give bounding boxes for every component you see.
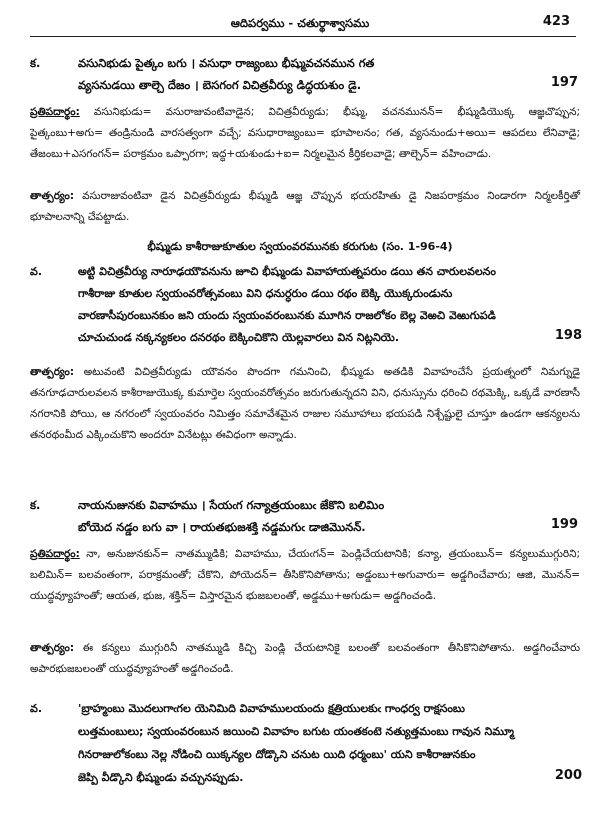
page-header (0, 14, 600, 32)
verse-line: నాయనుజునకు వివాహము । సేయఁగ గన్యాత్రయంబుఁ జేకొని బలిమిం (78, 498, 385, 512)
word-meaning-text: వసునిభుడు= వసురాజువంటివాడైన; విచిత్రవీర్యుడు; భీష్ము, వచనమునన్= భీష్ముడియొక్క ఆజ్ఞచొప్పున; పైత్కంబు+అగు= తండ్రినుండి వారసత్వంగా వచ్చే; వసుధారాజ్యంబు= భూపాలనం; గత, వ్యసనుండు+అయి= ఆపదలు లేనివాడై; తేజంబు+ఎసగంగన్= పరాక్రమం ఒప్పారగా; ఇద్ధ+యశుండు+ఐ= నిర్మలమైన కీర్తికలవాడై; తాల్చెన్= వహించాడు. (30, 106, 580, 160)
prose-line: గినరాజులోకంబు నెల్ల నోడించి యిక్కన్యల దోడ్కొని చనుట యిది ధర్మంబు' యని కాశీరాజునకుం (78, 748, 476, 761)
verse-meter: క. (30, 498, 41, 512)
meaning-label: తాత్పర్యం: (30, 366, 75, 378)
running-title: ఆదిపర్వము - చతుర్థాశ్వాసము (230, 16, 370, 30)
meaning-label: తాత్పర్యం: (30, 190, 75, 202)
prose-line: గాశీరాజు కూతుల స్వయంవరోత్సవంబు విని ధనుర్ధరుం డయి రథం బెక్కి యొక్కరుండును (78, 287, 453, 300)
meaning-label: తాత్పర్యం: (30, 642, 75, 654)
verse-number: 197 (550, 75, 578, 90)
prose-line: వారణాసీపురంబునకుం జని యందు స్వయంవరంబునకు మూగిన రాజలోకం బెల్ల వెఱచి వెఱుగుపడి (78, 309, 496, 322)
meaning-text: ఈ కన్యలు ముగ్గురినీ నాతమ్ముడి కిచ్చి పెండ్లి చేయటానికై బలంతో బలవంతంగా తీసికొనిపోతాను. అడ్డగించేవారు అపారభుజబలంతో యుద్ధవ్యూహంతో అడ్డగించండి. (30, 642, 580, 675)
prose-line: జెప్పి వీడ్కొని భీష్ముండు వచ్చునప్పుడు. (78, 771, 244, 784)
word-meaning-label: ప్రతిపదార్థం: (30, 548, 80, 560)
verse-line: వసునిభుడు పైత్కం బగు । వసుధా రాజ్యంబు భీష్మువచనమున గత (78, 56, 375, 70)
word-meaning-199 (30, 544, 580, 607)
meaning-198 (30, 362, 580, 446)
prose-200 (30, 702, 580, 792)
meaning-text: అటువంటి విచిత్రవీర్యుడు యౌవనం పొందగా గమనించి, భీష్ముడు అతడికి వివాహంచేసే ప్రయత్నంలో నిమగ్నుడై తనగూఢచారులవలన కాశీరాజుయొక్క కుమార్తెల స్వయంవరోత్సవం జరుగుతున్నదని విని, ధనుస్సును ధరించి రథమెక్కి, ఒక్కడే వారణాసీ నగరానికి పోయి, ఆ నగరంలో స్వయంవరం నిమిత్తం సమావేశమైన రాజుల సమూహాలు భయపడి నిశ్చేష్టులై చూస్తూ ఉండగా ఆకన్యలను తనరథంమీద ఎక్కించుకొని అందరూ వినేటట్లు ఈవిధంగా అన్నాడు. (30, 366, 580, 441)
prose-line: చూచుచుండ నక్కన్యకలం దనరథం బెక్కించికొని యెల్లవారలు విన నిట్లనియె. (78, 331, 400, 344)
word-meaning-label: ప్రతిపదార్థం: (30, 106, 80, 118)
prose-line: అట్టి విచిత్రవీర్యు నారూఢయౌవనును జూచి భీష్ముండు వివాహాయత్నపరుం డయి తన చారులవలనం (78, 265, 496, 278)
page-number: 423 (542, 14, 570, 29)
prose-line: 'బ్రాహ్మంబు మొదలుగాఁగల యెనిమిది వివాహములయందు క్షత్రియులకుఁ గాంధర్వ రాక్షసంబు (78, 702, 465, 715)
verse-number: 199 (550, 517, 578, 532)
prose-line: లుత్తమంబులు; స్వయంవరంబున జయించి వివాహం బగుట యంతకంటె నత్యుత్తమంబు గావున నిమ్మూ (78, 725, 515, 738)
word-meaning-197 (30, 102, 580, 165)
header-rule (30, 36, 576, 37)
verse-number: 200 (554, 768, 582, 783)
verse-199 (30, 498, 578, 538)
verse-meter: క. (30, 56, 41, 70)
section-title: భీష్ముడు కాశీరాజుకూతుల స్వయంవరమునకు కరుగుట (సం. 1-96-4) (147, 240, 453, 253)
prose-marker: వ. (30, 702, 42, 715)
prose-198 (30, 265, 580, 355)
verse-line: వ్యసనుడయి తాల్చె దేజం । బెసగంగ విచిత్రవీర్యు డిద్ధయశుం డై. (78, 78, 362, 92)
verse-line: బోయెద నడ్డం బగు వా । రాయతభుజశక్తి నడ్డమగుఁ డాజిమొనన్. (78, 520, 366, 534)
meaning-197 (30, 186, 580, 228)
meaning-199 (30, 638, 580, 680)
verse-number: 198 (554, 328, 582, 343)
prose-marker: వ. (30, 265, 42, 278)
verse-197 (30, 56, 578, 96)
word-meaning-text: నా, అనుజునకున్= నాతమ్ముడికి; వివాహము, చేయఁగన్= పెండ్లిచేయటానికి; కన్యా, త్రయంబున్= కన్యలుముగ్గురిని; బలిమిన్= బలవంతంగా, పరాక్రమంతో; చేకొని, పోయెదన్= తీసికొనిపోతాను; అడ్డంబు+అగువారు= అడ్డగించేవారు; ఆజి, మొనన్= యుద్ధవ్యూహంతో; ఆయత, భుజ, శక్తిన్= విస్తారమైన భుజబలంతో, అడ్డము+అగుడు= అడ్డగించండి. (30, 548, 580, 602)
meaning-text: వసురాజువంటివా డైన విచిత్రవీర్యుడు భీష్ముడి ఆజ్ఞ చొప్పున భయరహితు డై నిజపరాక్రమం నిండారగా నిర్మలకీర్తితో భూపాలనాన్ని చేపట్టాడు. (30, 190, 580, 223)
